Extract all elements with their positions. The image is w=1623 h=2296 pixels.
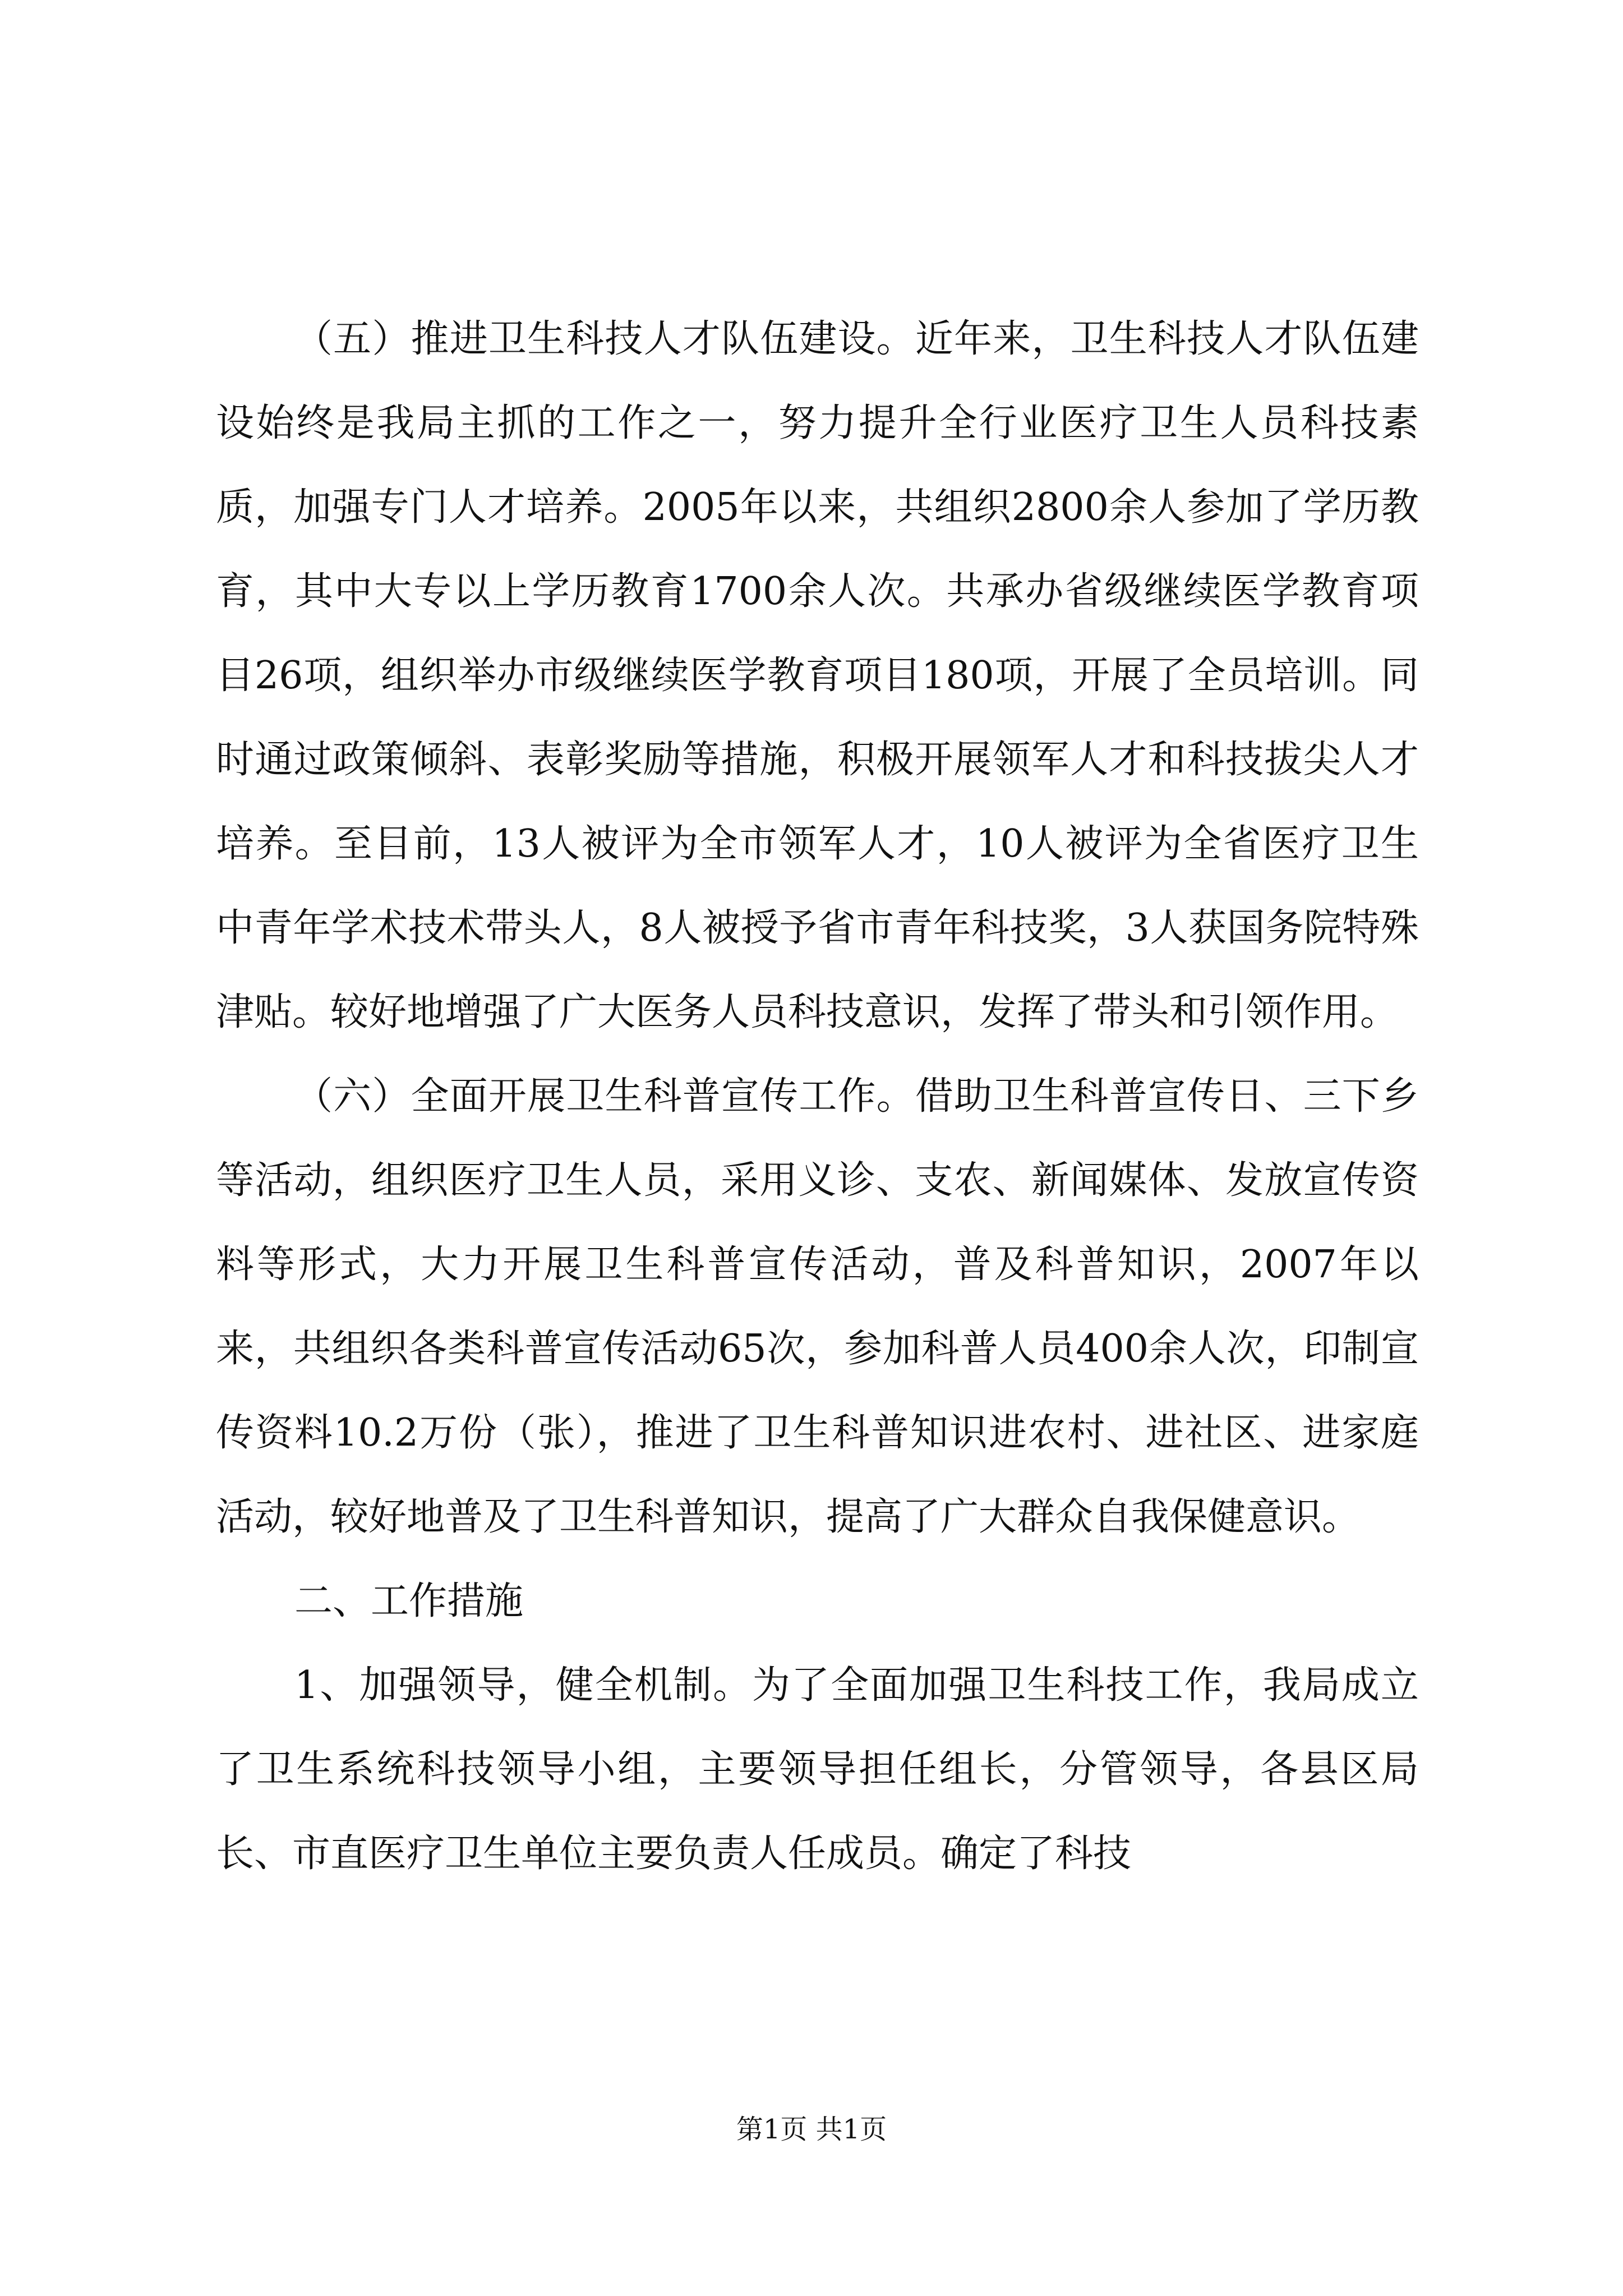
paragraph-talent-team: （五）推进卫生科技人才队伍建设。近年来，卫生科技人才队伍建设始终是我局主抓的工作之一，努力提升全行业医疗卫生人员科技素质，加强专门人才培养。2005年以来，共组织2800余人参加了学历教育，其中大专以上学历教育1700余人次。共承办省级继续医学教育项目26项，组织举办市级继续医学教育项目180项，开展了全员培训。同时通过政策倾斜、表彰奖励等措施，积极开展领军人才和科技拔尖人才培养。至目前，13人被评为全市领军人才，10人被评为全省医疗卫生中青年学术技术带头人，8人被授予省市青年科技奖，3人获国务院特殊津贴。较好地增强了广大医务人员科技意识，发挥了带头和引领作用。 — [216, 317, 1419, 1034]
paragraph-science-popularization: （六）全面开展卫生科普宣传工作。借助卫生科普宣传日、三下乡等活动，组织医疗卫生人员，采用义诊、支农、新闻媒体、发放宣传资料等形式，大力开展卫生科普宣传活动，普及科普知识，2007年以来，共组织各类科普宣传活动65次，参加科普人员400余人次，印制宣传资料10.2万份（张），推进了卫生科普知识进农村、进社区、进家庭活动，较好地普及了卫生科普知识，提高了广大群众自我保健意识。 — [216, 1074, 1419, 1539]
paragraph-leadership-mechanism: 1、加强领导，健全机制。为了全面加强卫生科技工作，我局成立了卫生系统科技领导小组，主要领导担任组长，分管领导，各县区局长、市直医疗卫生单位主要负责人任成员。确定了科技 — [216, 1663, 1419, 1876]
page-footer: 第1页 共1页 — [736, 2114, 887, 2145]
document-body — [216, 297, 1419, 1896]
section-heading-work-measures: 二、工作措施 — [294, 1579, 524, 1623]
